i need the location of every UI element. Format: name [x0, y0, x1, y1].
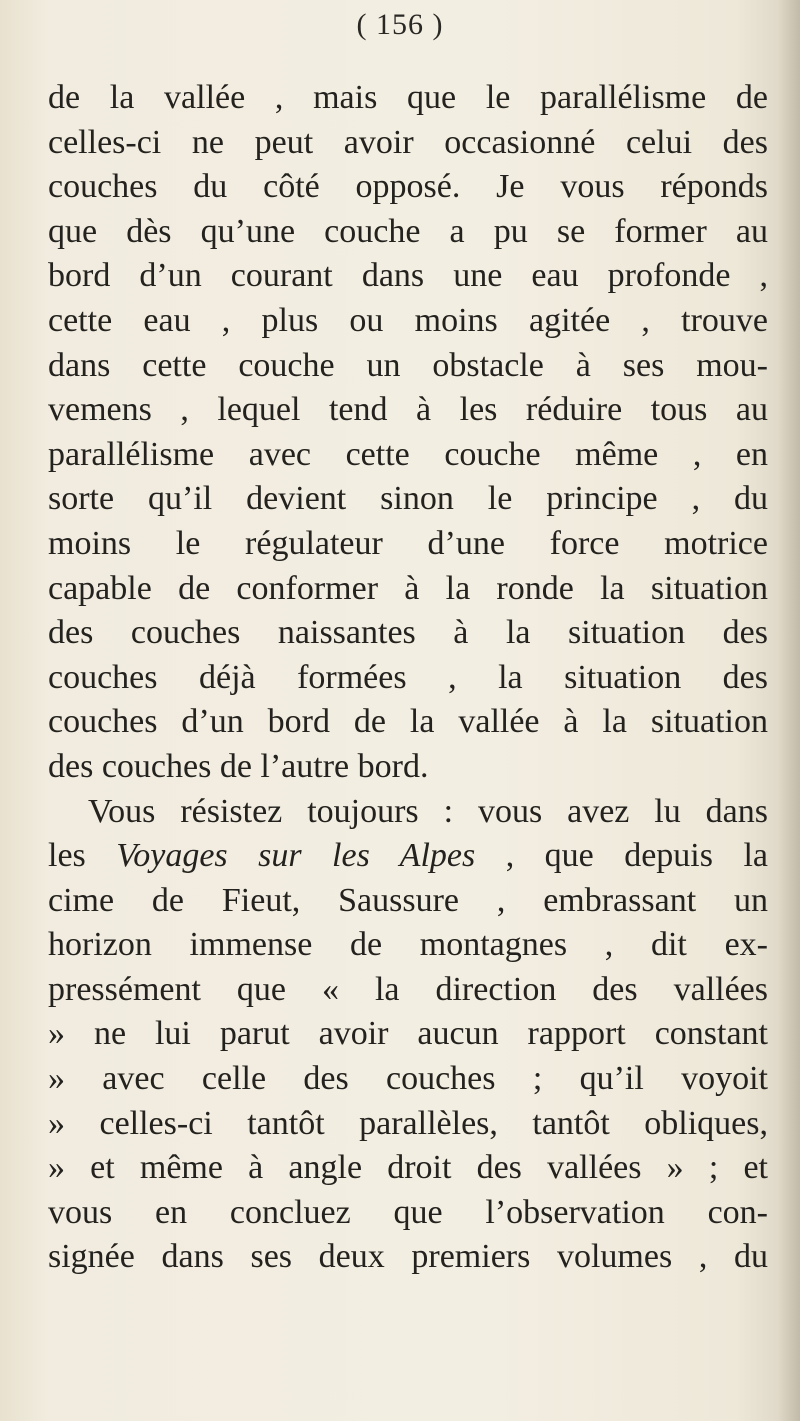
body-text: [48, 76, 768, 1280]
text-line: vous en concluez que l’observation con-: [48, 1193, 768, 1231]
text-line: des couches naissantes à la situation des: [48, 614, 768, 652]
text-line: horizon immense de montagnes , dit ex-: [48, 926, 768, 964]
text-line: celles-ci ne peut avoir occasionné celui des: [48, 123, 768, 161]
text-line: parallélisme avec cette couche même , en: [48, 435, 768, 473]
text-line: » avec celle des couches ; qu’il voyoit: [48, 1060, 768, 1098]
page-edge-shadow: [778, 0, 800, 1421]
text-segment: , que depuis la: [505, 837, 768, 875]
text-line: couches du côté opposé. Je vous réponds: [48, 168, 768, 206]
text-line: cime de Fieut, Saussure , embrassant un: [48, 881, 768, 919]
text-line: des couches de l’autre bord.: [48, 747, 429, 785]
text-line: » ne lui parut avoir aucun rapport constant: [48, 1015, 768, 1053]
text-line: » celles-ci tantôt parallèles, tantôt obliques,: [48, 1104, 768, 1142]
text-line: que dès qu’une couche a pu se former au: [48, 212, 768, 250]
text-line-with-italic-title: [48, 834, 768, 879]
text-line: couches déjà formées , la situation des: [48, 658, 768, 696]
book-title: Voyages sur les Alpes: [116, 837, 476, 875]
text-line: couches d’un bord de la vallée à la situation: [48, 703, 768, 741]
text-line: signée dans ses deux premiers volumes , du: [48, 1238, 768, 1276]
text-segment: les: [48, 837, 117, 875]
text-line: vemens , lequel tend à les réduire tous au: [48, 391, 768, 429]
text-line: pressément que « la direction des vallées: [48, 970, 768, 1008]
text-line: Vous résistez toujours : vous avez lu dans: [88, 792, 768, 830]
text-line: sorte qu’il devient sinon le principe , du: [48, 480, 768, 518]
text-line: cette eau , plus ou moins agitée , trouve: [48, 301, 768, 339]
text-line: de la vallée , mais que le parallélisme de: [48, 79, 768, 116]
text-line: bord d’un courant dans une eau profonde ,: [48, 257, 768, 295]
text-line: » et même à angle droit des vallées » ; et: [48, 1149, 768, 1187]
text-line: dans cette couche un obstacle à ses mou-: [48, 346, 768, 384]
page-number: ( 156 ): [356, 8, 444, 41]
text-line: moins le régulateur d’une force motrice: [48, 524, 768, 562]
text-line: capable de conformer à la ronde la situation: [48, 569, 768, 607]
